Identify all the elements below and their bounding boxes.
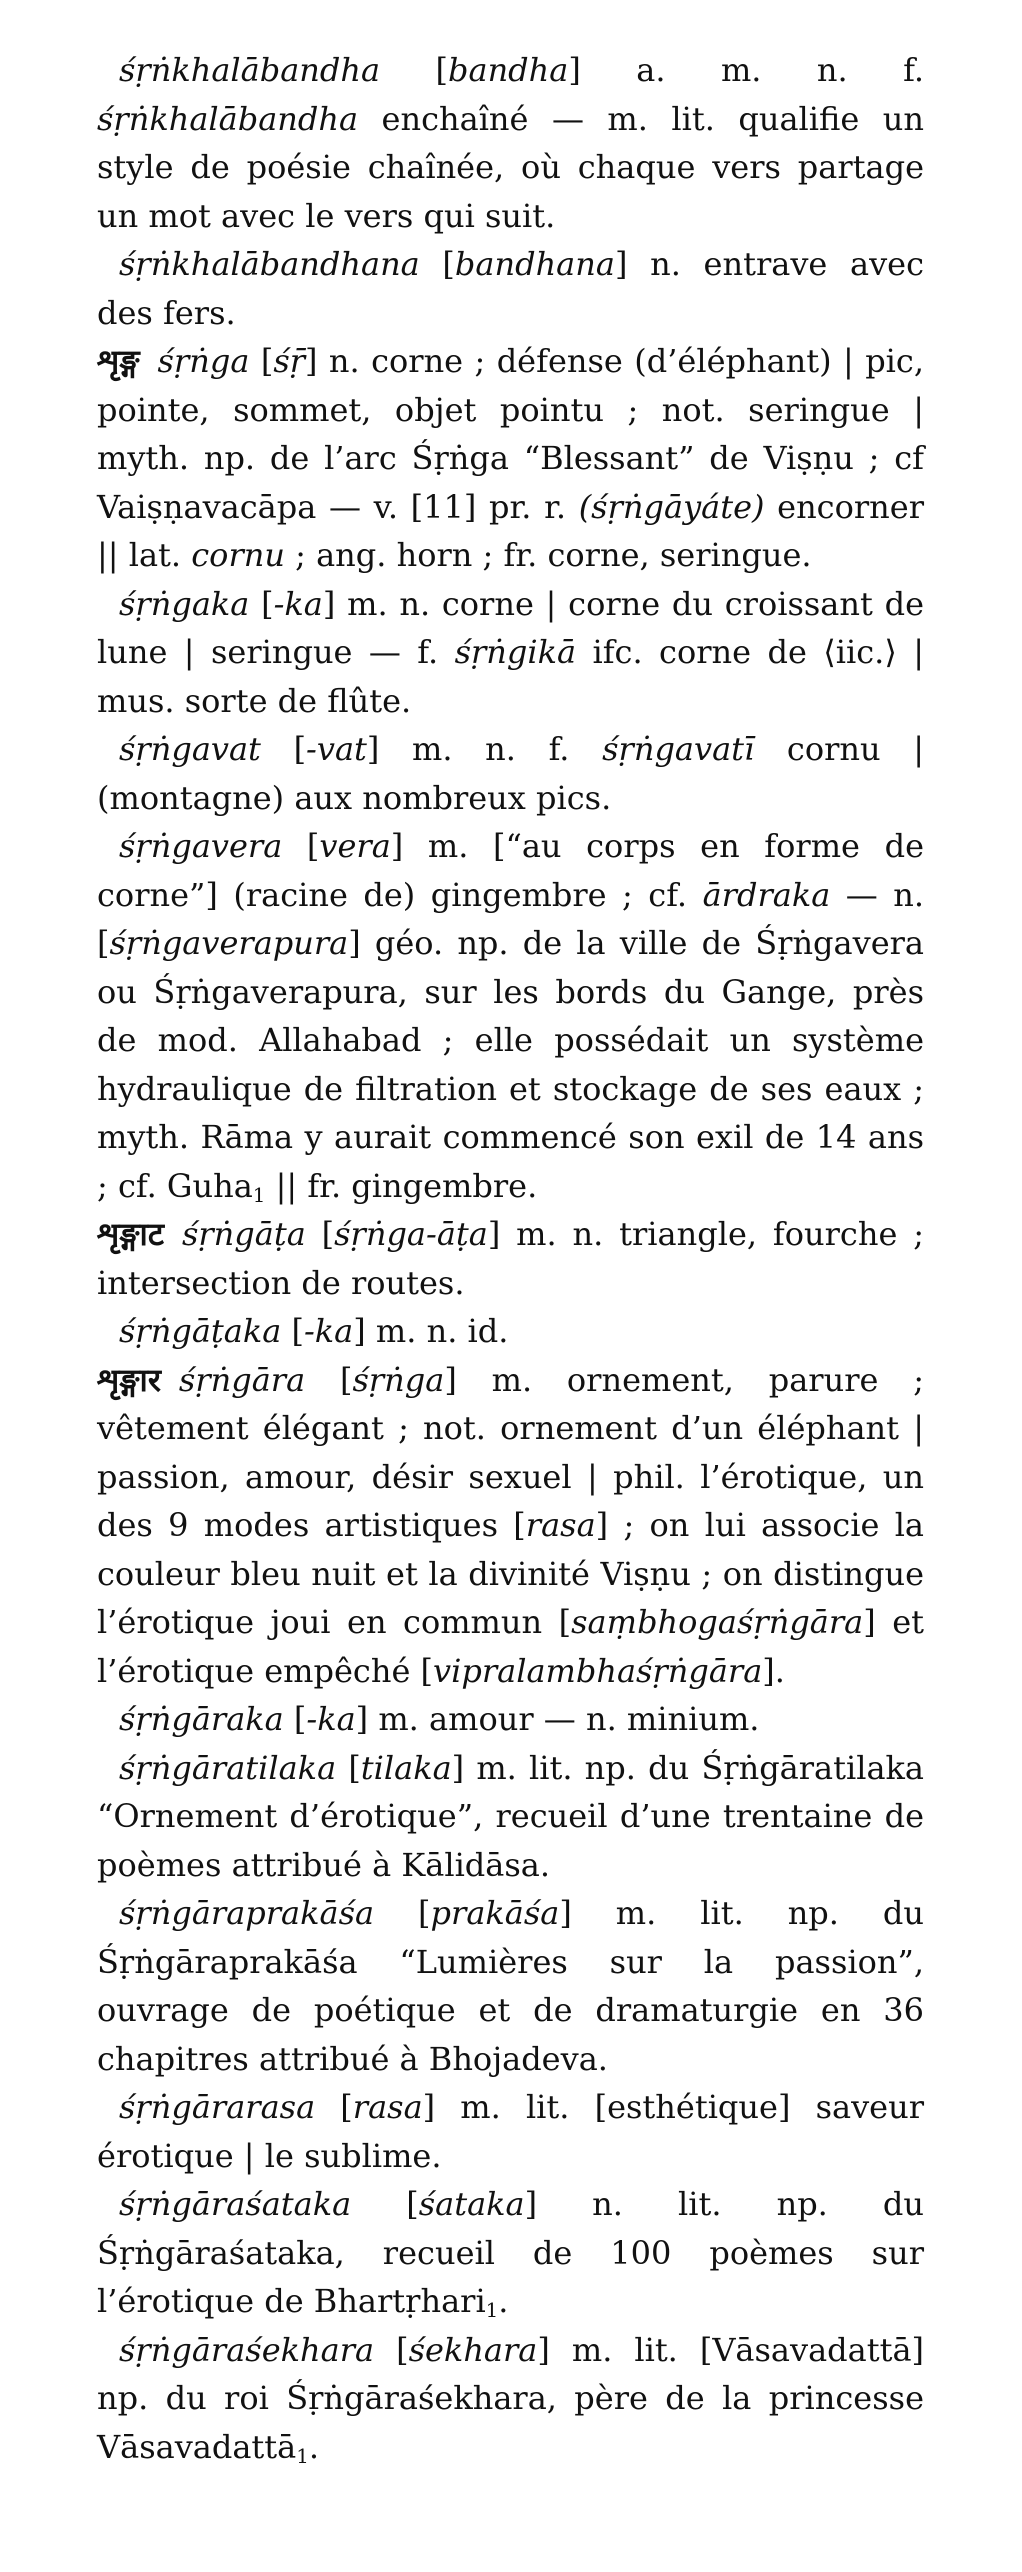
headword: śṛṅgāraśekhara — [119, 2330, 375, 2369]
entry-shringavera: śṛṅgavera [vera] m. [“au corps en forme de corne”] (racine de) gingembre ; cf. ārdraka — n. [śṛṅgaverapura] géo. np. de la ville de Śṛṅgavera ou Śṛṅgaverapura, sur les bords du Gange, près de mod. Allahabad ; elle possédait un système hydraulique de filtration et stockage de ses eaux ; myth. Rāma y aurait commencé son exil de 14 ans ; cf. Guha$_1$ || fr. gingembre. — [97, 827, 925, 1207]
headword: śṛṅgārarasa — [119, 2088, 316, 2126]
headword: śṛṅgāratilaka — [119, 1748, 337, 1787]
entry-shrinkhalabandha: śṛṅkhalābandha [bandha] a. m. n. f. śṛṅkhalābandha enchaîné — m. lit. qualifie un style de poésie chaînée, où chaque vers partage un mot avec le vers qui suit. — [97, 51, 925, 235]
headword: śṛṅkhalābandha — [119, 51, 381, 89]
entry-shringavat: śṛṅgavat [-vat] m. n. f. śṛṅgavatī cornu | (montagne) aux nombreux pics. — [97, 730, 925, 817]
entry-shringata: शृङ्गाट śṛṅgāṭa [śṛṅga-āṭa] m. n. triangle, fourche ; intersection de routes. — [97, 1215, 924, 1302]
entry-shringaraka: śṛṅgāraka [-ka] m. amour — n. minium. — [119, 1700, 760, 1738]
entry-shringa: शृङ्ग śṛṅga [śṝ] n. corne ; défense (d’éléphant) | pic, pointe, sommet, objet pointu ; not. seringue | myth. np. de l’arc Śṛṅga “Blessant” de Viṣṇu ; cf Vaiṣṇavacāpa — v. [11] pr. r. (śṛṅgāyáte) encorner || lat. cornu ; ang. horn ; fr. corne, seringue. — [97, 342, 925, 574]
headword: śṛṅkhalābandhana — [119, 245, 420, 283]
entry-shringarashekhara: śṛṅgāraśekhara [śekhara] m. lit. [Vāsavadattā] np. du roi Śṛṅgāraśekhara, père de la princesse Vāsavadattā$_1$. — [97, 2330, 925, 2468]
headword: śṛṅgāṭaka — [119, 1312, 282, 1350]
headword: śṛṅgāraka — [119, 1700, 284, 1738]
devanagari-headword: शृङ्गाट — [97, 1215, 164, 1253]
entry-shringaraprakasha: śṛṅgāraprakāśa [prakāśa] m. lit. np. du Śṛṅgāraprakāśa “Lumières sur la passion”, ouvrage de poétique et de dramaturgie en 36 chapitres attribué à Bhojadeva. — [97, 1894, 925, 2078]
headword: śṛṅgavera — [119, 827, 283, 865]
entry-shringarashataka: śṛṅgāraśataka [śataka] n. lit. np. du Śṛṅgāraśataka, recueil de 100 poèmes sur l’érotique de Bhartṛhari$_1$. — [97, 2185, 924, 2322]
dictionary-page — [97, 46, 924, 2471]
entry-shringataka: śṛṅgāṭaka [-ka] m. n. id. — [119, 1312, 509, 1350]
entry-shringaratilaka: śṛṅgāratilaka [tilaka] m. lit. np. du Śṛṅgāratilaka “Ornement d’érotique”, recueil d’une trentaine de poèmes attribué à Kālidāsa. — [97, 1748, 925, 1884]
headword: śṛṅgaka — [119, 584, 250, 623]
headword: śṛṅgavat — [119, 730, 261, 768]
headword: śṛṅga — [157, 342, 250, 380]
entry-shringararasa: śṛṅgārarasa [rasa] m. lit. [esthétique] saveur érotique | le sublime. — [97, 2088, 925, 2175]
headword: śṛṅgāraprakāśa — [119, 1894, 375, 1932]
headword: śṛṅgāraśataka — [119, 2185, 352, 2223]
entry-shrinkhalabandhana: śṛṅkhalābandhana [bandhana] n. entrave avec des fers. — [97, 245, 925, 332]
headword: śṛṅgāṭa — [181, 1215, 306, 1253]
devanagari-headword: शृङ्गार — [97, 1360, 161, 1399]
headword: śṛṅgāra — [178, 1360, 306, 1399]
devanagari-headword: शृङ्ग — [97, 342, 140, 380]
entry-shringaka: śṛṅgaka [-ka] m. n. corne | corne du croissant de lune | seringue — f. śṛṅgikā ifc. corne de ⟨iic.⟩ | mus. sorte de flûte. — [97, 584, 925, 720]
entry-shringara: शृङ्गार śṛṅgāra [śṛṅga] m. ornement, parure ; vêtement élégant ; not. ornement d’un éléphant | passion, amour, désir sexuel | phil. l’érotique, un des 9 modes artistiques [rasa] ; on lui associe la couleur bleu nuit et la divinité Viṣṇu ; on distingue l’érotique joui en commun [saṃbhogaśṛṅgāra] et l’érotique empêché [vipralambhaśṛṅgāra]. — [97, 1360, 925, 1690]
